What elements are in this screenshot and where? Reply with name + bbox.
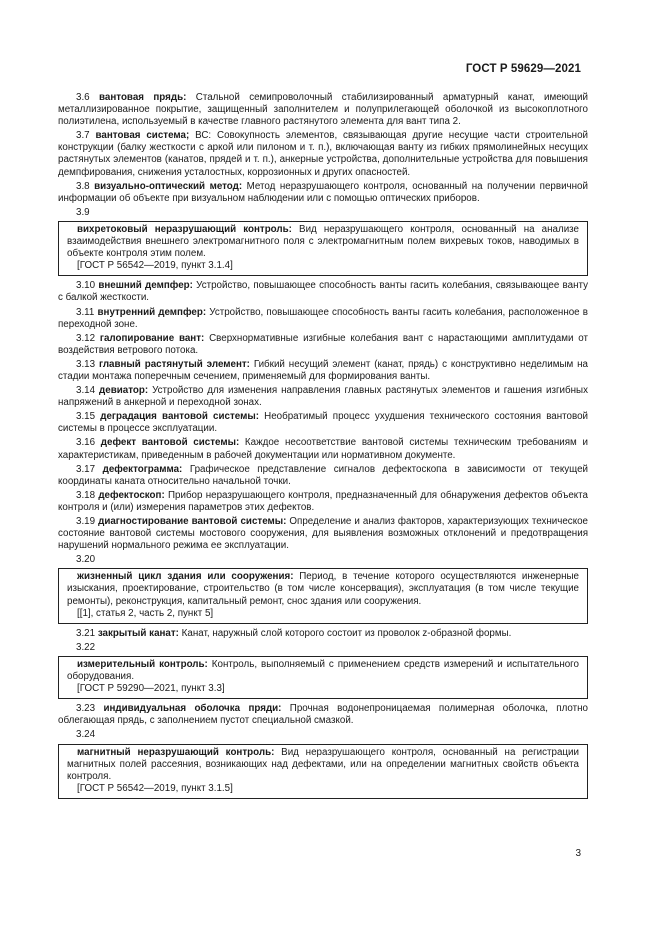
- term-number: 3.24: [76, 729, 96, 741]
- term-name: деградация вантовой системы:: [100, 411, 259, 423]
- term-definition: Гибкий несущий элемент (канат, прядь) с конструктивно неделимым на стадии монтажа поперечным сечением, применяемый для формирования ванты.: [58, 358, 588, 382]
- term-name: дефектоскоп:: [98, 489, 165, 501]
- term-name: вантовая прядь:: [99, 92, 187, 103]
- term-number: 3.21: [76, 627, 96, 639]
- term-definition: Канат, наружный слой которого состоит из проволок z-образной формы.: [178, 627, 512, 639]
- term-name: главный растянутый элемент:: [98, 358, 250, 370]
- term-name: вихретоковый неразрушающий контроль:: [77, 223, 292, 235]
- term-entry: [58, 333, 588, 357]
- term-number: 3.8: [76, 180, 90, 192]
- term-entry: [58, 385, 588, 409]
- term-number: 3.11: [76, 306, 95, 318]
- term-entry: [58, 411, 588, 435]
- term-definition: Прочная водонепроницаемая полимерная оболочка, плотно облегающая прядь, с заполнением пустот специальной смазкой.: [58, 703, 588, 727]
- term-definition: Вид неразрушающего контроля, основанный на регистрации магнитных полей рассеяния, возникающих над дефектами, или на определении магнитных свойств объекта контроля.: [67, 746, 579, 782]
- term-name: дефектограмма:: [102, 463, 183, 475]
- page-number: 3: [575, 848, 581, 859]
- term-source-reference: [ГОСТ Р 59290—2021, пункт 3.3]: [77, 683, 225, 695]
- term-number: 3.18: [76, 489, 96, 501]
- term-definition: Период, в течение которого осуществляются инженерные изыскания, проектирование, строительство (в том числе консервация), эксплуатация (в том числе текущие ремонты), реконструкция, капитальный ремонт, снос здания или сооружения.: [67, 571, 579, 607]
- term-definition: Контроль, выполняемый с применением средств измерений и испытательного оборудования.: [67, 658, 579, 683]
- term-number: 3.23: [76, 703, 96, 715]
- term-entry: [58, 307, 588, 331]
- term-entry: [58, 359, 588, 383]
- term-entry: [67, 747, 579, 783]
- term-name: дефект вантовой системы:: [100, 437, 240, 449]
- quoted-term-box: [58, 744, 588, 799]
- term-name: внутренний демпфер:: [97, 306, 207, 318]
- term-definition: Устройство для изменения направления главных растянутых элементов и гашения изгибных напряжений в анкерной и переходной зонах.: [58, 385, 588, 409]
- term-definition: Метод неразрушающего контроля, основанный на получении первичной информации об объекте при визуальном наблюдении или с помощью оптических приборов.: [58, 180, 588, 204]
- term-name: измерительный контроль:: [77, 658, 208, 670]
- term-number: 3.20: [76, 554, 96, 566]
- term-number: 3.17: [76, 463, 96, 475]
- term-entry: [67, 571, 579, 607]
- term-number: 3.15: [76, 411, 96, 423]
- term-number: 3.10: [76, 280, 96, 292]
- term-number: 3.12: [76, 332, 96, 344]
- term-entry: [58, 703, 588, 727]
- term-name: вантовая система;: [95, 130, 190, 142]
- term-name: галопирование вант:: [99, 332, 205, 344]
- term-name: диагностирование вантовой системы:: [98, 516, 287, 527]
- term-entry: [58, 437, 588, 461]
- term-entry: [58, 181, 588, 205]
- term-source-reference: [ГОСТ Р 56542—2019, пункт 3.1.5]: [77, 782, 233, 794]
- term-name: магнитный неразрушающий контроль:: [77, 746, 275, 758]
- term-name: жизненный цикл здания или сооружения:: [77, 571, 294, 583]
- term-entry: [58, 628, 588, 640]
- term-definition: Устройство, повышающее способность ванты гасить колебания, расположенное в переходной зоне.: [58, 306, 588, 330]
- term-name: закрытый канат:: [97, 627, 179, 639]
- term-number: 3.16: [76, 437, 96, 449]
- term-definition: Каждое несоответствие вантовой системы техническим требованиям и характеристикам, приведенным в рабочей документации или нормативном документе.: [58, 437, 588, 461]
- term-source-reference: [[1], статья 2, часть 2, пункт 5]: [77, 607, 214, 619]
- term-entry: [67, 659, 579, 683]
- term-definition: Сверхнормативные изгибные колебания вант с нарастающими амплитудами от воздействия ветрового потока.: [58, 332, 588, 356]
- quoted-term-box: [58, 656, 588, 699]
- term-definition: Необратимый процесс ухудшения технического состояния вантовой системы в процессе эксплуатации.: [58, 411, 588, 435]
- term-number: 3.19: [76, 516, 96, 527]
- term-definition: ВС: Совокупность элементов, связывающая другие несущие части строительной конструкции (балку жесткости с аркой или пилоном и т. п.), включающая ванту из гибких прямолинейных несущих растянутых элементов (канатов, прядей и т. п.), анкерные устройства, дополнительные устройства для повышения демпфирования, снижения усталостных, коррозионных и других опасностей.: [58, 130, 589, 178]
- term-number: 3.9: [76, 206, 90, 218]
- standard-code-header: ГОСТ Р 59629—2021: [465, 63, 581, 75]
- term-definition: Графическое представление сигналов дефектоскопа в зависимости от текущей координаты каната относительно начальной точки.: [58, 463, 588, 487]
- term-definition: Определение и анализ факторов, характеризующих техническое состояние вантовой системы мостового сооружения, для выявления возможных отклонений и предотвращения нарушений нормального режима ее эксплуатации.: [58, 516, 588, 552]
- term-number: 3.22: [76, 641, 96, 653]
- term-definition: Прибор неразрушающего контроля, предназначенный для обнаружения дефектов объекта контроля и (или) измерения параметров этих дефектов.: [58, 489, 588, 513]
- term-definition: Устройство, повышающее способность ванты гасить колебания, связывающее ванту с балкой жесткости.: [58, 280, 588, 304]
- quoted-term-box: [58, 221, 588, 276]
- quoted-term-box: [58, 568, 588, 623]
- term-entry: [58, 280, 588, 304]
- term-definition: Вид неразрушающего контроля, основанный на анализе взаимодействия внешнего электромагнитного поля с электромагнитным полем вихревых токов, наводимых в объекте контроля этим полем.: [67, 223, 579, 260]
- term-number: 3.14: [76, 385, 96, 397]
- term-source-reference: [ГОСТ Р 56542—2019, пункт 3.1.4]: [77, 260, 233, 272]
- term-entry: [58, 92, 588, 128]
- term-number: 3.7: [76, 130, 90, 142]
- terms-definitions-section: [58, 92, 588, 803]
- term-entry: [58, 490, 588, 514]
- term-name: внешний демпфер:: [98, 280, 193, 292]
- term-entry: [67, 224, 579, 260]
- term-name: индивидуальная оболочка пряди:: [103, 703, 282, 715]
- term-definition: Стальной семипроволочный стабилизированный арматурный канат, имеющий металлизированное покрытие, защищенный заполнителем и полуприлегающей оболочкой из высокоплотного полиэтилена, используемый в качестве главного растянутого элемента для вант типа 2.: [58, 92, 588, 128]
- term-entry: [58, 516, 588, 552]
- term-entry: [58, 130, 588, 178]
- term-name: визуально-оптический метод:: [94, 180, 243, 192]
- term-number: 3.6: [76, 92, 90, 103]
- term-entry: [58, 464, 588, 488]
- term-number: 3.13: [76, 358, 96, 370]
- term-name: девиатор:: [99, 385, 149, 397]
